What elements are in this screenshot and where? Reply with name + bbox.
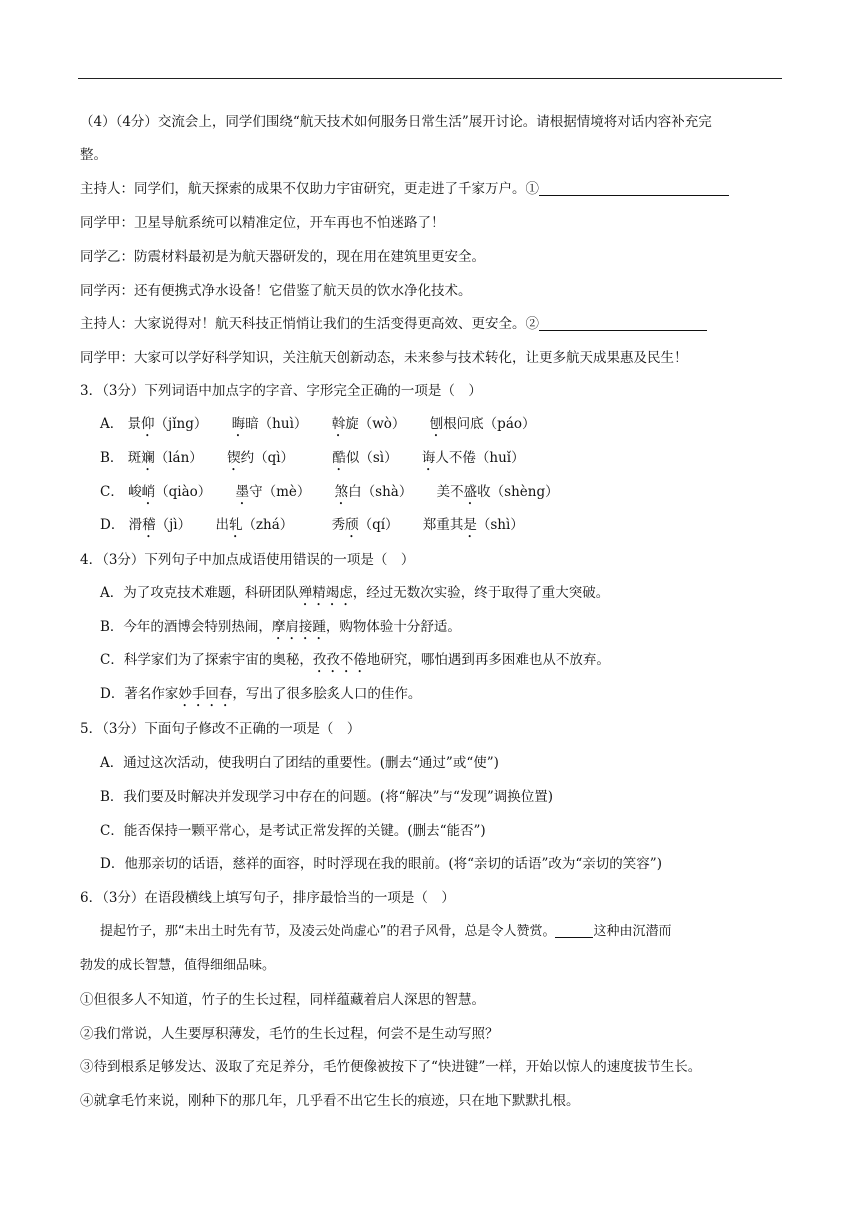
dotted-idiom: 妙手回春 <box>178 686 233 702</box>
host-line-2 <box>80 315 707 333</box>
dotted-char: 仰 <box>141 416 155 432</box>
dotted-char: 斓 <box>141 450 155 466</box>
student-a-line-2: 同学甲：大家可以学好科学知识，关注航天创新动态，未来参与技术转化，让更多航天成果惠及民生！ <box>80 350 688 366</box>
word-item: 秀颀（qí） <box>331 517 399 533</box>
dotted-char: 斡 <box>331 416 346 432</box>
dialogue-intro-line-1: （4）（4分）交流会上，同学们围绕“航天技术如何服务日常生活”展开讨论。请根据情境将对话内容补充完 <box>80 114 712 130</box>
dotted-char: 峭 <box>141 484 156 500</box>
dotted-char: 酷 <box>332 450 346 466</box>
question-3-stem: 3．（3分）下列词语中加点字的字音、字形完全正确的一项是（ ） <box>80 383 482 399</box>
q6-sentence-2: ②我们常说，人生要厚积薄发，毛竹的生长过程，何尝不是生动写照？ <box>80 1026 499 1042</box>
word-item: 酷似（sì） <box>332 450 398 466</box>
dotted-idiom: 摩肩接踵 <box>271 619 326 635</box>
q6-sentence-4: ④就拿毛竹来说，刚种下的那几年，几乎看不出它生长的痕迹，只在地下默默扎根。 <box>80 1093 580 1109</box>
word-item: 郑重其是（shì） <box>422 517 524 533</box>
student-b-line: 同学乙：防震材料最初是为航天器研发的，现在用在建筑里更安全。 <box>80 249 485 265</box>
header-rule <box>78 78 782 79</box>
word-item: 煞白（shà） <box>334 484 413 500</box>
dotted-char: 颀 <box>345 517 359 533</box>
host-line-1 <box>80 180 729 198</box>
passage-blank[interactable] <box>555 923 593 938</box>
option-label: A． <box>100 416 124 432</box>
q3-option-c[interactable] <box>100 483 559 508</box>
host-line-1-text: 主持人：同学们，航天探索的成果不仅助力宇宙研究，更走进了千家万户。① <box>80 181 539 197</box>
word-item: 墨守（mè） <box>235 484 311 500</box>
option-label: C． <box>100 484 124 500</box>
word-item: 出轧（zhá） <box>215 517 294 533</box>
q5-option-d[interactable]: D．他那亲切的话语，慈祥的面容，时时浮现在我的眼前。(将“亲切的话语”改为“亲切的笑容”) <box>100 856 662 872</box>
option-label: B． <box>100 619 124 635</box>
host-line-2-text: 主持人：大家说得对！航天科技正悄悄让我们的生活变得更高效、更安全。② <box>80 316 539 332</box>
dotted-char: 墨 <box>235 484 250 500</box>
question-6-stem: 6．（3分）在语段横线上填写句子，排序最恰当的一项是（ ） <box>80 890 455 906</box>
q5-option-a[interactable]: A．通过这次活动，使我明白了团结的重要性。(删去“通过”或“使”) <box>100 755 499 771</box>
q5-option-c[interactable]: C．能否保持一颗平常心，是考试正常发挥的关键。(删去“能否”) <box>100 823 486 839</box>
word-item: 峻峭（qiào） <box>128 484 212 500</box>
word-item: 斑斓（lán） <box>127 450 203 466</box>
answer-blank-2[interactable] <box>539 316 707 331</box>
dotted-idiom: 孜孜不倦 <box>312 652 367 668</box>
dotted-char: 盛 <box>463 484 478 500</box>
q6-passage-line-1: 提起竹子，那“未出土时先有节，及凌云处尚虚心”的君子风骨，总是令人赞赏。 这种由沉潜而 <box>100 924 672 939</box>
dialogue-intro-line-2: 整。 <box>80 147 107 163</box>
word-item: 晦暗（huì） <box>231 416 308 432</box>
q6-sentence-1: ①但很多人不知道，竹子的生长过程，同样蕴藏着启人深思的智慧。 <box>80 992 485 1008</box>
q3-option-a[interactable] <box>100 415 536 440</box>
word-item: 滑稽（jì） <box>128 517 192 533</box>
dotted-char: 诲 <box>421 450 436 466</box>
word-item: 刨根问底（páo） <box>429 416 536 432</box>
question-4-stem: 4．（3分）下列句子中加点成语使用错误的一项是（ ） <box>80 552 415 568</box>
dotted-char: 轧 <box>228 517 243 533</box>
q4-option-a[interactable]: A．为了攻克技术难题，科研团队殚精竭虑，经过无数次实验，终于取得了重大突破。 <box>100 585 610 601</box>
word-item: 锲约（qì） <box>227 450 295 466</box>
q5-option-b[interactable]: B．我们要及时解决并发现学习中存在的问题。(将“解决”与“发现”调换位置) <box>100 789 554 805</box>
option-label: C． <box>100 652 124 668</box>
dotted-char: 煞 <box>334 484 349 500</box>
student-c-line: 同学丙：还有便携式净水设备！它借鉴了航天员的饮水净化技术。 <box>80 283 472 299</box>
q4-option-d[interactable]: D．著名作家妙手回春，写出了很多脍炙人口的佳作。 <box>100 686 422 702</box>
q4-option-b[interactable]: B．今年的酒博会特别热闹，摩肩接踵，购物体验十分舒适。 <box>100 619 461 635</box>
option-label: D． <box>100 517 125 533</box>
word-item: 景仰（jǐng） <box>127 416 208 432</box>
option-label: D． <box>100 686 125 702</box>
q3-option-b[interactable] <box>100 449 525 474</box>
q3-option-d[interactable] <box>100 516 524 541</box>
word-item: 诲人不倦（huǐ） <box>421 450 525 466</box>
dotted-char: 稽 <box>142 517 156 533</box>
dotted-char: 锲 <box>227 450 241 466</box>
answer-blank-1[interactable] <box>539 181 729 196</box>
q6-sentence-3: ③待到根系足够发达、汲取了充足养分，毛竹便像被按下了“快进键”一样，开始以惊人的速度拔节生长。 <box>80 1059 702 1075</box>
dotted-char: 是 <box>463 517 477 533</box>
dotted-char: 晦 <box>231 416 246 432</box>
q4-option-c[interactable]: C．科学家们为了探索宇宙的奥秘，孜孜不倦地研究，哪怕遇到再多困难也从不放弃。 <box>100 652 610 668</box>
word-item: 斡旋（wò） <box>331 416 406 432</box>
student-a-line-1: 同学甲：卫星导航系统可以精准定位，开车再也不怕迷路了！ <box>80 215 445 231</box>
dotted-char: 刨 <box>429 416 444 432</box>
option-label: B． <box>100 450 124 466</box>
word-item: 美不盛收（shèng） <box>436 484 559 500</box>
question-5-stem: 5．（3分）下面句子修改不正确的一项是（ ） <box>80 721 361 737</box>
q6-passage-line-2: 勃发的成长智慧，值得细细品味。 <box>80 958 276 973</box>
option-label: A． <box>100 585 124 601</box>
dotted-idiom: 殚精竭虑 <box>298 585 353 601</box>
